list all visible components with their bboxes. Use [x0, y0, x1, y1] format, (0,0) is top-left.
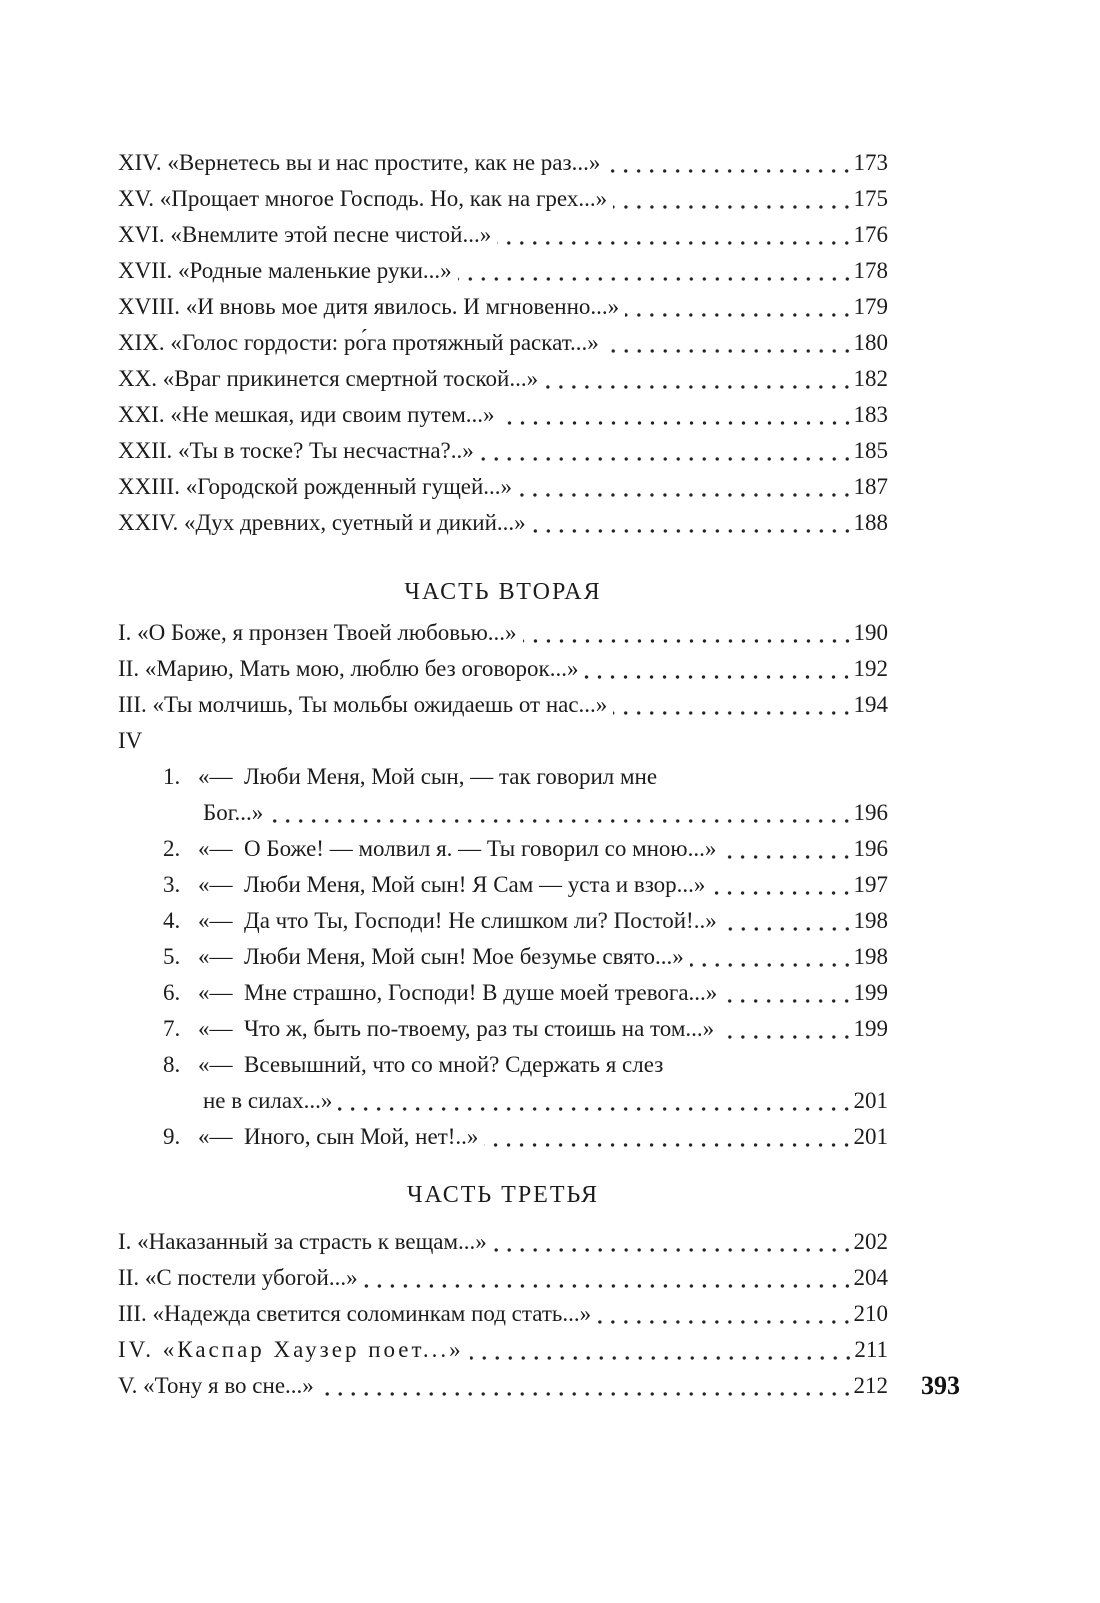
- toc-entry: [118, 975, 888, 1011]
- toc-entry: [118, 217, 888, 253]
- toc-entry-title: XXII. «Ты в тоске? Ты несчастна?..»: [118, 438, 474, 463]
- toc-entry-page: 204: [853, 1265, 888, 1290]
- toc-entry-page: 188: [853, 510, 888, 535]
- dot-leader: [544, 385, 853, 389]
- dot-leader: [722, 855, 853, 859]
- toc-entry-continuation: [118, 795, 888, 831]
- toc-entry-title: XV. «Прощает многое Господь. Но, как на грех...»: [118, 186, 608, 211]
- toc-entry-page: 192: [853, 656, 888, 681]
- toc-entry: [118, 325, 888, 361]
- dot-leader: [484, 1143, 853, 1147]
- section-heading-part-two: ЧАСТЬ ВТОРАЯ: [404, 579, 602, 605]
- toc-entry-number: 8.: [163, 1052, 181, 1077]
- toc-entry-page: 198: [853, 908, 888, 933]
- dot-leader: [690, 963, 854, 967]
- toc-entry-page: 175: [853, 186, 888, 211]
- toc-entry-number: 3.: [163, 872, 181, 897]
- toc-entry-number: 1.: [163, 764, 181, 789]
- dot-leader: [711, 891, 853, 895]
- toc-entry-continuation: [118, 1083, 888, 1119]
- dot-leader: [606, 169, 853, 173]
- dot-leader: [605, 349, 854, 353]
- toc-entry: [118, 1260, 888, 1296]
- dot-leader: [493, 1248, 854, 1252]
- toc-entry-title: XX. «Враг прикинется смертной тоской...»: [118, 366, 539, 391]
- dot-leader: [613, 205, 853, 209]
- toc-entry: [118, 831, 888, 867]
- toc-entry-title: Бог...»: [203, 800, 264, 825]
- toc-entry: [118, 723, 888, 759]
- toc-entry-page: 201: [853, 1088, 888, 1113]
- toc-entry-page: 187: [853, 474, 888, 499]
- toc-entry-number: 6.: [163, 980, 181, 1005]
- toc-entry: [118, 361, 888, 397]
- toc-entry-page: 176: [853, 222, 888, 247]
- toc-entry-page: 201: [853, 1124, 888, 1149]
- toc-entry-title: «— Да что Ты, Господи! Не слишком ли? Постой!..»: [198, 908, 717, 933]
- dot-leader: [497, 241, 853, 245]
- dot-leader: [320, 1392, 854, 1396]
- toc-entry: [118, 687, 888, 723]
- toc-entry-title: XVIII. «И вновь мое дитя явилось. И мгновенно...»: [118, 294, 620, 319]
- toc-entry-number: 4.: [163, 908, 181, 933]
- toc-entry-page: 179: [853, 294, 888, 319]
- toc-entry-title: «— Люби Меня, Мой сын! Я Сам — уста и взор...»: [198, 872, 706, 897]
- toc-entry: [118, 433, 888, 469]
- toc-entry-title: V. «Тону я во сне...»: [118, 1373, 314, 1398]
- toc-entry: [118, 1119, 888, 1155]
- table-of-contents: [118, 145, 888, 1404]
- toc-entry: [118, 1368, 888, 1404]
- dot-leader: [723, 999, 853, 1003]
- dot-leader: [470, 1356, 855, 1360]
- toc-entry: [118, 469, 888, 505]
- dot-leader: [458, 277, 854, 281]
- toc-entry-number: 5.: [163, 944, 181, 969]
- toc-entry-number: 7.: [163, 1016, 181, 1041]
- toc-entry-page: 180: [853, 330, 888, 355]
- toc-entry-page: 212: [853, 1373, 888, 1398]
- dot-leader: [625, 313, 853, 317]
- toc-entry-page: 196: [853, 800, 888, 825]
- toc-entry: [118, 145, 888, 181]
- toc-entry: [118, 867, 888, 903]
- toc-entry: [118, 939, 888, 975]
- toc-entry: [118, 903, 888, 939]
- toc-entry-title: «— Люби Меня, Мой сын, — так говорил мне: [198, 764, 658, 789]
- toc-entry-title: IV: [118, 728, 143, 753]
- toc-entry-title: XXIII. «Городской рожденный гущей...»: [118, 474, 513, 499]
- toc-entry: [118, 181, 888, 217]
- dot-leader: [720, 1035, 853, 1039]
- toc-entry-title: «— Люби Меня, Мой сын! Мое безумье свято...»: [198, 944, 684, 969]
- toc-entry-page: 210: [853, 1301, 888, 1326]
- toc-entry: [118, 759, 888, 795]
- toc-entry-title: XXIV. «Дух древних, суетный и дикий...»: [118, 510, 526, 535]
- toc-entry-page: 198: [853, 944, 888, 969]
- toc-entry-page: 211: [854, 1337, 888, 1362]
- section-heading-part-three: ЧАСТЬ ТРЕТЬЯ: [406, 1182, 600, 1208]
- dot-leader: [480, 457, 854, 461]
- toc-entry-title: III. «Надежда светится соломинкам под стать...»: [118, 1301, 592, 1326]
- dot-leader: [523, 639, 854, 643]
- toc-entry-title: I. «О Боже, я пронзен Твоей любовью...»: [118, 620, 517, 645]
- toc-entry: [118, 397, 888, 433]
- toc-entry-title: XVII. «Родные маленькие руки...»: [118, 258, 452, 283]
- dot-leader: [364, 1284, 854, 1288]
- toc-entry-title: «— Иного, сын Мой, нет!..»: [198, 1124, 479, 1149]
- toc-entry-title: II. «С постели убогой...»: [118, 1265, 358, 1290]
- dot-leader: [597, 1320, 853, 1324]
- toc-entry-title: XIV. «Вернетесь вы и нас простите, как не раз...»: [118, 150, 601, 175]
- toc-entry-title: «— Мне страшно, Господи! В душе моей тревога...»: [198, 980, 718, 1005]
- toc-entry-page: 183: [853, 402, 888, 427]
- dot-leader: [584, 675, 853, 679]
- toc-entry-page: 202: [853, 1229, 888, 1254]
- toc-entry-title: XXI. «Не мешкая, иди своим путем...»: [118, 402, 495, 427]
- toc-entry-page: 185: [853, 438, 888, 463]
- toc-entry-page: 197: [853, 872, 888, 897]
- toc-entry: [118, 253, 888, 289]
- dot-leader: [269, 819, 853, 823]
- toc-entry: [118, 1296, 888, 1332]
- toc-entry-title: «— Всевышний, что со мной? Сдержать я слез: [198, 1052, 664, 1077]
- toc-entry-title: XVI. «Внемлите этой песне чистой...»: [118, 222, 492, 247]
- toc-entry-title: III. «Ты молчишь, Ты мольбы ожидаешь от нас...»: [118, 692, 608, 717]
- toc-entry: [118, 651, 888, 687]
- toc-entry-number: 2.: [163, 836, 181, 861]
- toc-entry: [118, 289, 888, 325]
- toc-entry: [118, 615, 888, 651]
- toc-entry-page: 182: [853, 366, 888, 391]
- toc-entry: [118, 505, 888, 541]
- toc-entry-title: IV. «Каспар Хаузер поет...»: [118, 1337, 464, 1362]
- toc-entry-number: 9.: [163, 1124, 181, 1149]
- toc-entry-title: XIX. «Голос гордости: ро́га протяжный раскат...»: [118, 330, 599, 355]
- toc-entry-page: 196: [853, 836, 888, 861]
- dot-leader: [501, 421, 854, 425]
- toc-entry-title: II. «Марию, Мать мою, люблю без оговорок...»: [118, 656, 579, 681]
- dot-leader: [723, 927, 854, 931]
- toc-entry-title: «— О Боже! — молвил я. — Ты говорил со мною...»: [198, 836, 717, 861]
- dot-leader: [518, 493, 853, 497]
- toc-entry: [118, 1047, 888, 1083]
- toc-entry-page: 190: [853, 620, 888, 645]
- dot-leader: [613, 711, 853, 715]
- toc-entry: [118, 1011, 888, 1047]
- toc-entry-title: не в силах...»: [203, 1088, 333, 1113]
- dot-leader: [338, 1107, 853, 1111]
- folio-page-number: 393: [921, 1371, 960, 1400]
- dot-leader: [532, 529, 854, 533]
- toc-entry: [118, 1332, 888, 1368]
- toc-entry-page: 194: [853, 692, 888, 717]
- toc-entry-title: I. «Наказанный за страсть к вещам...»: [118, 1229, 487, 1254]
- toc-entry-page: 199: [853, 980, 888, 1005]
- toc-entry: [118, 1224, 888, 1260]
- toc-entry-page: 173: [853, 150, 888, 175]
- toc-entry-page: 199: [853, 1016, 888, 1041]
- toc-entry-title: «— Что ж, быть по-твоему, раз ты стоишь на том...»: [198, 1016, 715, 1041]
- toc-entry-page: 178: [853, 258, 888, 283]
